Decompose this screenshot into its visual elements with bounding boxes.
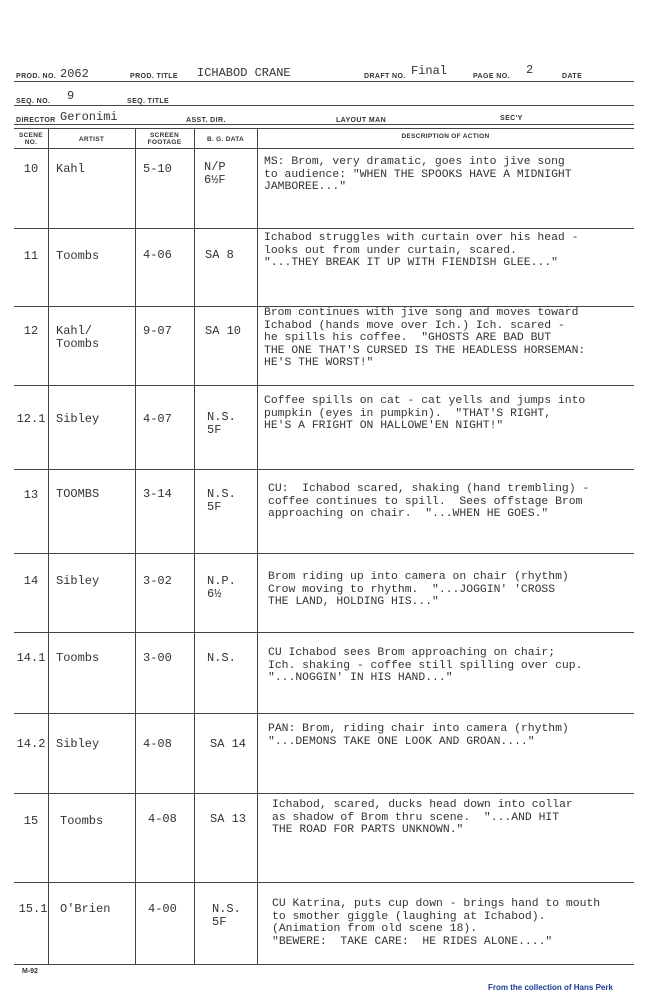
bg-data: SA 8 bbox=[205, 248, 234, 262]
prod-title-label: PROD. TITLE bbox=[130, 73, 178, 80]
description: Brom riding up into camera on chair (rhythm) Crow moving to rhythm. "...JOGGIN' 'CROSS THE LAND, HOLDING HIS..." bbox=[268, 571, 569, 609]
scene-no: 12 bbox=[23, 324, 39, 338]
artist: Sibley bbox=[56, 574, 100, 588]
col-desc-header: DESCRIPTION OF ACTION bbox=[401, 133, 490, 140]
screen-footage: 4-08 bbox=[143, 737, 172, 751]
bg-data: N.S. 5F bbox=[207, 410, 236, 437]
scene-no: 15 bbox=[23, 814, 39, 828]
artist: Toombs bbox=[56, 651, 100, 665]
director: Geronimi bbox=[60, 110, 118, 124]
seq-no: 9 bbox=[67, 89, 75, 103]
artist: Toombs bbox=[60, 814, 104, 828]
artist: Kahl/ Toombs bbox=[56, 324, 100, 351]
collection-credit: From the collection of Hans Perk bbox=[488, 983, 613, 992]
screen-footage: 9-07 bbox=[143, 324, 172, 338]
scene-no: 12.1 bbox=[16, 412, 46, 426]
description: Brom continues with jive song and moves toward Ichabod (hands move over Ich.) Ich. scared - he spills his coffee. "GHOSTS ARE BAD BUT THE ONE THAT'S CURSED IS THE HEADLESS HORSEMAN: HE'S THE WORST!" bbox=[264, 307, 586, 370]
asst-dir-label: ASST. DIR. bbox=[186, 117, 226, 124]
bg-data: N.S. bbox=[207, 651, 236, 665]
artist: Toombs bbox=[56, 249, 100, 263]
scene-no: 14 bbox=[23, 574, 39, 588]
bg-data: N.S. 5F bbox=[212, 902, 241, 929]
bg-data: N/P 6½F bbox=[204, 160, 226, 187]
date-label: DATE bbox=[562, 73, 583, 80]
screen-footage: 4-00 bbox=[148, 902, 177, 916]
draft-no-label: DRAFT NO. bbox=[364, 73, 406, 80]
artist: Sibley bbox=[56, 737, 100, 751]
bg-data: N.S. 5F bbox=[207, 487, 236, 514]
artist: TOOMBS bbox=[56, 487, 100, 501]
scene-no: 14.2 bbox=[16, 737, 46, 751]
description: Coffee spills on cat - cat yells and jumps into pumpkin (eyes in pumpkin). "THAT'S RIGHT, HE'S A FRIGHT ON HALLOWE'EN NIGHT!" bbox=[264, 395, 586, 433]
layout-man-label: LAYOUT MAN bbox=[336, 117, 387, 124]
description: CU Ichabod sees Brom approaching on chair; Ich. shaking - coffee still spilling over cup. "...NOGGIN' IN HIS HAND..." bbox=[268, 647, 583, 685]
artist: Sibley bbox=[56, 412, 100, 426]
scene-no: 11 bbox=[23, 249, 39, 263]
screen-footage: 4-07 bbox=[143, 412, 172, 426]
prod-no-label: PROD. NO. bbox=[16, 73, 57, 80]
screen-footage: 4-08 bbox=[148, 812, 177, 826]
description: Ichabod, scared, ducks head down into collar as shadow of Brom thru scene. "...AND HIT THE ROAD FOR PARTS UNKNOWN." bbox=[272, 799, 573, 837]
col-artist-header: ARTIST bbox=[78, 136, 105, 143]
scene-no: 13 bbox=[23, 488, 39, 502]
artist: Kahl bbox=[56, 162, 85, 176]
form-number: M-92 bbox=[22, 968, 38, 975]
description: PAN: Brom, riding chair into camera (rhythm) "...DEMONS TAKE ONE LOOK AND GROAN...." bbox=[268, 723, 569, 748]
page-no: 2 bbox=[526, 63, 534, 77]
prod-title: ICHABOD CRANE bbox=[197, 66, 291, 80]
scene-no: 14.1 bbox=[16, 651, 46, 665]
description: CU: Ichabod scared, shaking (hand trembling) - coffee continues to spill. Sees offstage Brom approaching on chair. "...WHEN HE GOES." bbox=[268, 483, 590, 521]
screen-footage: 3-02 bbox=[143, 574, 172, 588]
description: MS: Brom, very dramatic, goes into jive song to audience: "WHEN THE SPOOKS HAVE A MIDNIGHT JAMBOREE..." bbox=[264, 156, 572, 194]
seq-title-label: SEQ. TITLE bbox=[127, 98, 170, 105]
screen-footage: 3-00 bbox=[143, 651, 172, 665]
secy-label: SEC'Y bbox=[500, 115, 523, 122]
scene-no: 15.1 bbox=[18, 902, 48, 916]
screen-footage: 3-14 bbox=[143, 487, 172, 501]
col-scene-header: SCENE NO. bbox=[19, 132, 43, 146]
seq-no-label: SEQ. NO. bbox=[16, 98, 51, 105]
bg-data: SA 14 bbox=[210, 737, 247, 751]
page-no-label: PAGE NO. bbox=[473, 73, 510, 80]
artist: O'Brien bbox=[60, 902, 111, 916]
description: Ichabod struggles with curtain over his head - looks out from under curtain, scared. "...THEY BREAK IT UP WITH FIENDISH GLEE..." bbox=[264, 232, 579, 270]
col-footage-header: SCREEN FOOTAGE bbox=[147, 132, 182, 146]
bg-data: SA 13 bbox=[210, 812, 247, 826]
director-label: DIRECTOR bbox=[16, 117, 56, 124]
col-bg-header: B. G. DATA bbox=[206, 136, 245, 143]
screen-footage: 4-06 bbox=[143, 248, 172, 262]
prod-no: 2062 bbox=[60, 67, 89, 81]
screen-footage: 5-10 bbox=[143, 162, 172, 176]
bg-data: SA 10 bbox=[205, 324, 242, 338]
description: CU Katrina, puts cup down - brings hand to mouth to smother giggle (laughing at Ichabod). (Animation from old scene 18). "BEWERE: TAKE CARE: HE RIDES ALONE...." bbox=[272, 898, 601, 948]
scene-no: 10 bbox=[23, 162, 39, 176]
bg-data: N.P. 6½ bbox=[207, 574, 236, 601]
draft-no: Final bbox=[411, 64, 448, 78]
